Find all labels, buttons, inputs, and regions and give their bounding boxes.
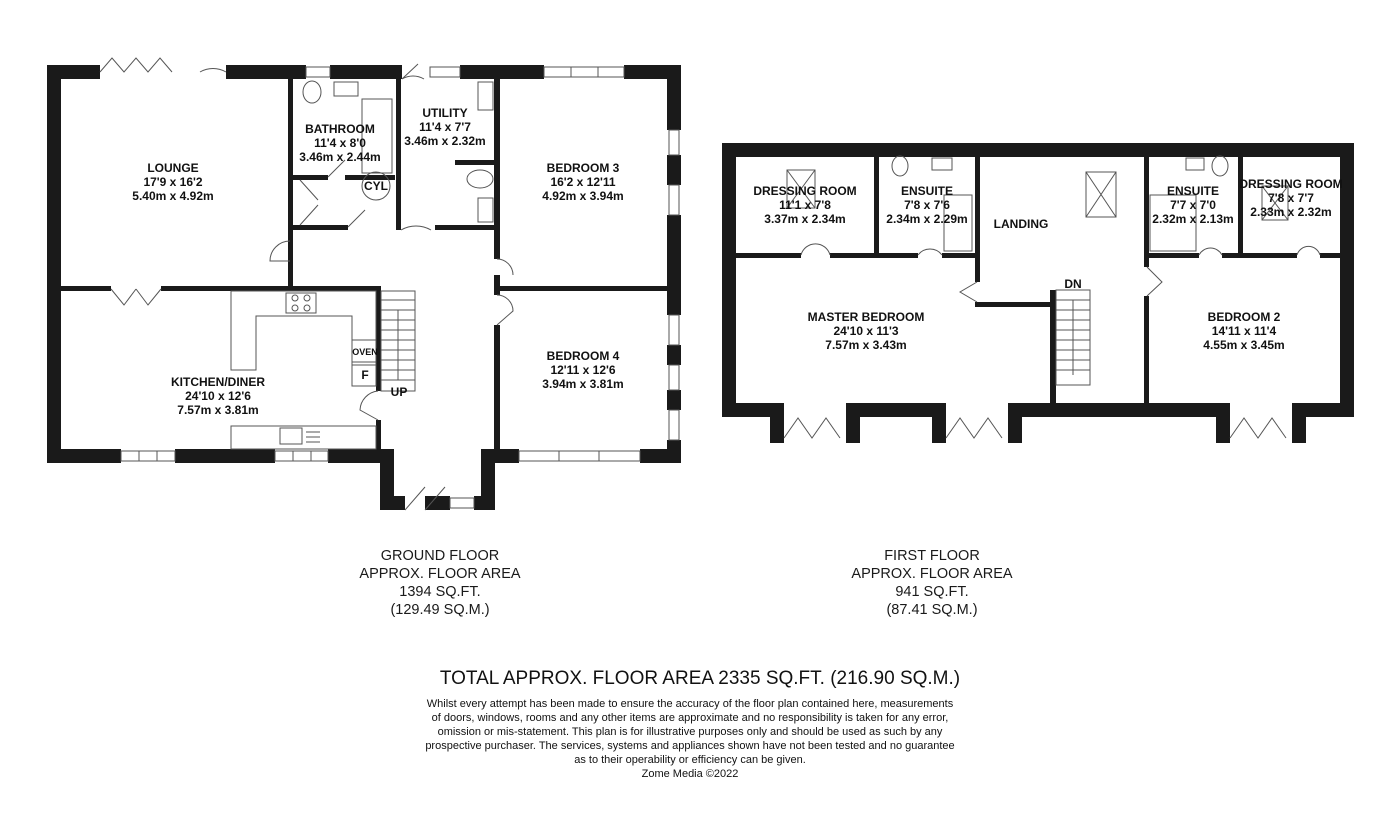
room-imperial-bathroom: 11'4 x 8'0 [314, 136, 366, 150]
room-name-utility: UTILITY [422, 106, 468, 120]
room-name-kitchen-diner: KITCHEN/DINER [170, 375, 266, 389]
room-name-master-bedroom: MASTER BEDROOM [807, 310, 925, 324]
room-name-dressing-room: DRESSING ROOM [1239, 177, 1343, 191]
room-imperial-bedroom-4: 12'11 x 12'6 [550, 363, 616, 377]
room-imperial-dressing-room: 11'1 x 7'8 [779, 198, 831, 212]
fixtures [231, 81, 1288, 449]
ground-floor-caption [300, 547, 580, 619]
room-name-landing: LANDING [993, 217, 1049, 231]
first-floor-caption [792, 547, 1072, 619]
first-floor-area-sqm: (87.41 SQ.M.) [886, 602, 978, 618]
room-metric-ensuite: 2.32m x 2.13m [1152, 212, 1234, 226]
room-metric-ensuite: 2.34m x 2.29m [886, 212, 968, 226]
ground-floor-area-sqft: 1394 SQ.FT. [399, 584, 481, 600]
room-metric-utility: 3.46m x 2.32m [404, 134, 486, 148]
oven-label: OVEN [352, 347, 378, 357]
stairs-down-label: DN [1064, 277, 1082, 291]
room-name-bathroom: BATHROOM [305, 122, 375, 136]
room-name-bedroom-2: BEDROOM 2 [1207, 310, 1281, 324]
disclaimer-line: Whilst every attempt has been made to ensure the accuracy of the floor plan contained here, measurements [426, 698, 954, 710]
room-name-dressing-room: DRESSING ROOM [753, 184, 857, 198]
cyl-label: CYL [364, 179, 388, 193]
first-floor-title: FIRST FLOOR [884, 548, 980, 564]
room-name-bedroom-3: BEDROOM 3 [546, 161, 620, 175]
walls [47, 65, 1354, 510]
room-metric-kitchen-diner: 7.57m x 3.81m [177, 403, 259, 417]
room-imperial-master-bedroom: 24'10 x 11'3 [833, 324, 899, 338]
first-floor-area-sqft: 941 SQ.FT. [895, 584, 969, 600]
room-imperial-ensuite: 7'8 x 7'6 [904, 198, 950, 212]
room-name-lounge: LOUNGE [147, 161, 199, 175]
room-metric-dressing-room: 3.37m x 2.34m [764, 212, 846, 226]
ground-floor-area-label: APPROX. FLOOR AREA [359, 566, 521, 582]
disclaimer-line: prospective purchaser. The services, systems and appliances shown have not been tested and no guarantee [425, 740, 955, 752]
room-imperial-kitchen-diner: 24'10 x 12'6 [185, 389, 251, 403]
room-imperial-bedroom-2: 14'11 x 11'4 [1211, 324, 1277, 338]
windows-and-doors [100, 58, 1320, 510]
room-name-ensuite: ENSUITE [1166, 184, 1220, 198]
disclaimer [380, 697, 1000, 781]
room-metric-bedroom-3: 4.92m x 3.94m [542, 189, 624, 203]
room-name-ensuite: ENSUITE [900, 184, 954, 198]
room-metric-bathroom: 3.46m x 2.44m [299, 150, 381, 164]
credit: Zome Media ©2022 [641, 768, 739, 780]
room-metric-bedroom-4: 3.94m x 3.81m [542, 377, 624, 391]
room-imperial-utility: 11'4 x 7'7 [419, 120, 471, 134]
room-name-bedroom-4: BEDROOM 4 [546, 349, 620, 363]
room-metric-bedroom-2: 4.55m x 3.45m [1203, 338, 1285, 352]
room-metric-dressing-room: 2.33m x 2.32m [1250, 205, 1332, 219]
disclaimer-line: omission or mis-statement. This plan is for illustrative purposes only and should be used as such by any [437, 726, 943, 738]
disclaimer-line: of doors, windows, rooms and any other items are approximate and no responsibility is taken for any error, [431, 712, 949, 724]
fridge-label: F [361, 368, 369, 382]
room-metric-lounge: 5.40m x 4.92m [132, 189, 214, 203]
room-imperial-lounge: 17'9 x 16'2 [143, 175, 203, 189]
room-metric-master-bedroom: 7.57m x 3.43m [825, 338, 907, 352]
room-imperial-bedroom-3: 16'2 x 12'11 [550, 175, 616, 189]
ground-floor-title: GROUND FLOOR [380, 548, 500, 564]
ground-floor-area-sqm: (129.49 SQ.M.) [390, 602, 490, 618]
first-floor-area-label: APPROX. FLOOR AREA [851, 566, 1013, 582]
room-imperial-dressing-room: 7'8 x 7'7 [1268, 191, 1314, 205]
total-floor-area: TOTAL APPROX. FLOOR AREA 2335 SQ.FT. (216.90 SQ.M.) [439, 668, 961, 689]
stairs-up-label: UP [390, 385, 408, 399]
room-imperial-ensuite: 7'7 x 7'0 [1170, 198, 1216, 212]
disclaimer-line: as to their operability or efficiency can be given. [574, 754, 806, 766]
